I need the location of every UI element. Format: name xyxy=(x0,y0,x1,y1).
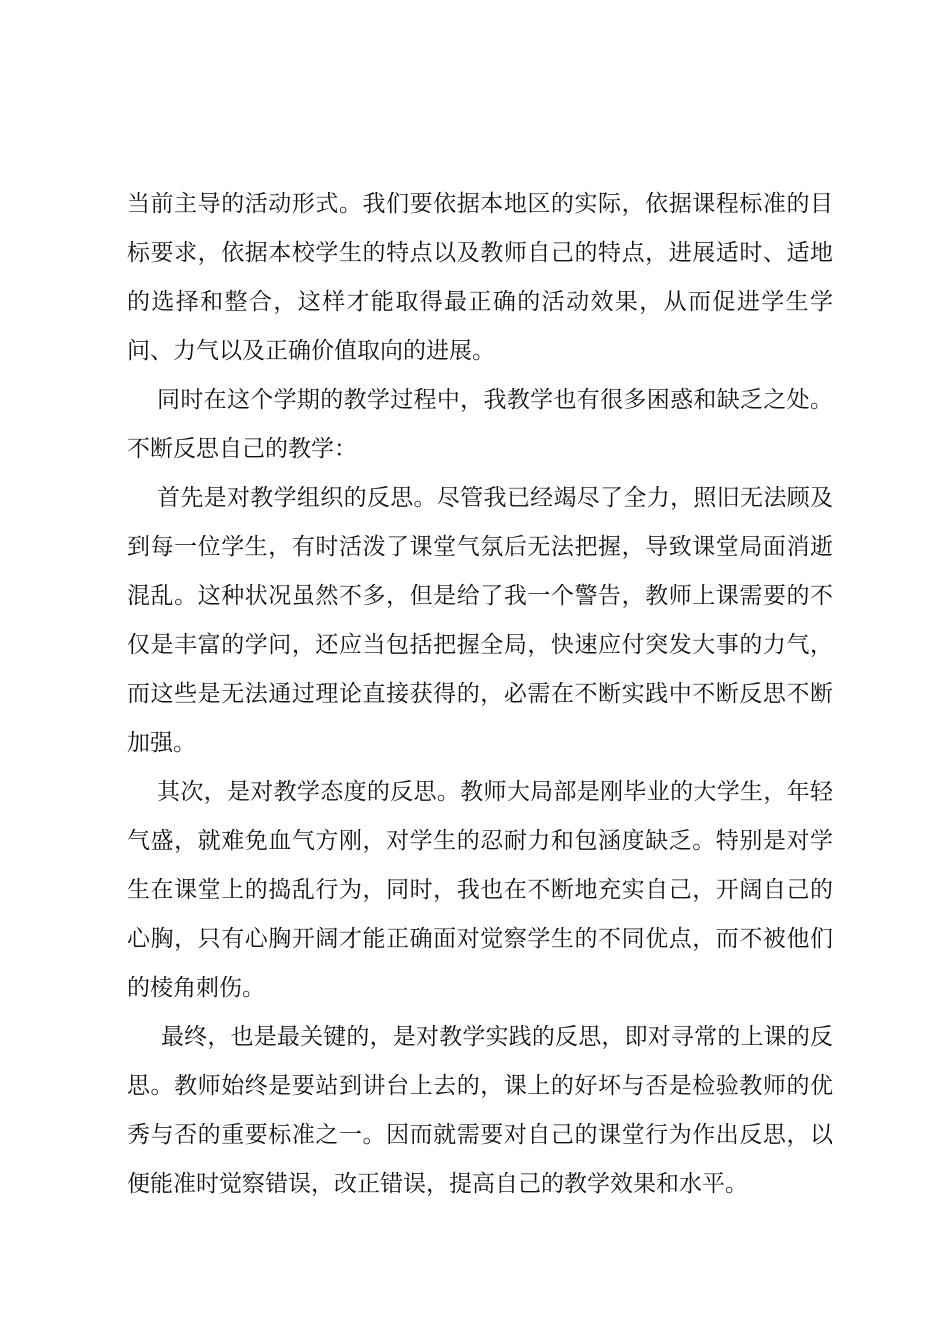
paragraph-reflection-intro: 同时在这个学期的教学过程中，我教学也有很多困惑和缺乏之处。不断反思自己的教学： xyxy=(127,387,833,462)
document-body xyxy=(127,180,833,1209)
paragraph-attitude-reflection: 其次，是对教学态度的反思。教师大局部是刚毕业的大学生，年轻气盛，就难免血气方刚，对学生的忍耐力和包涵度缺乏。特别是对学生在课堂上的捣乱行为，同时，我也在不断地充实自己，开阔自己的心胸，只有心胸开阔才能正确面对觉察学生的不同优点，而不被他们的棱角刺伤。 xyxy=(127,779,833,1001)
paragraph-practice-reflection: 最终，也是最关键的，是对教学实践的反思，即对寻常的上课的反思。教师始终是要站到讲台上去的，课上的好坏与否是检验教师的优秀与否的重要标准之一。因而就需要对自己的课堂行为作出反思，以便能准时觉察错误，改正错误，提高自己的教学效果和水平。 xyxy=(127,1024,833,1197)
paragraph-organization-reflection: 首先是对教学组织的反思。尽管我已经竭尽了全力，照旧无法顾及到每一位学生，有时活泼了课堂气氛后无法把握，导致课堂局面消逝混乱。这种状况虽然不多，但是给了我一个警告，教师上课需要的不仅是丰富的学问，还应当包括把握全局，快速应付突发大事的力气，而这些是无法通过理论直接获得的，必需在不断实践中不断反思不断加强。 xyxy=(127,485,833,756)
paragraph-continuation: 当前主导的活动形式。我们要依据本地区的实际，依据课程标准的目标要求，依据本校学生的特点以及教师自己的特点，进展适时、适地的选择和整合，这样才能取得最正确的活动效果，从而促进学生学问、力气以及正确价值取向的进展。 xyxy=(127,191,833,364)
